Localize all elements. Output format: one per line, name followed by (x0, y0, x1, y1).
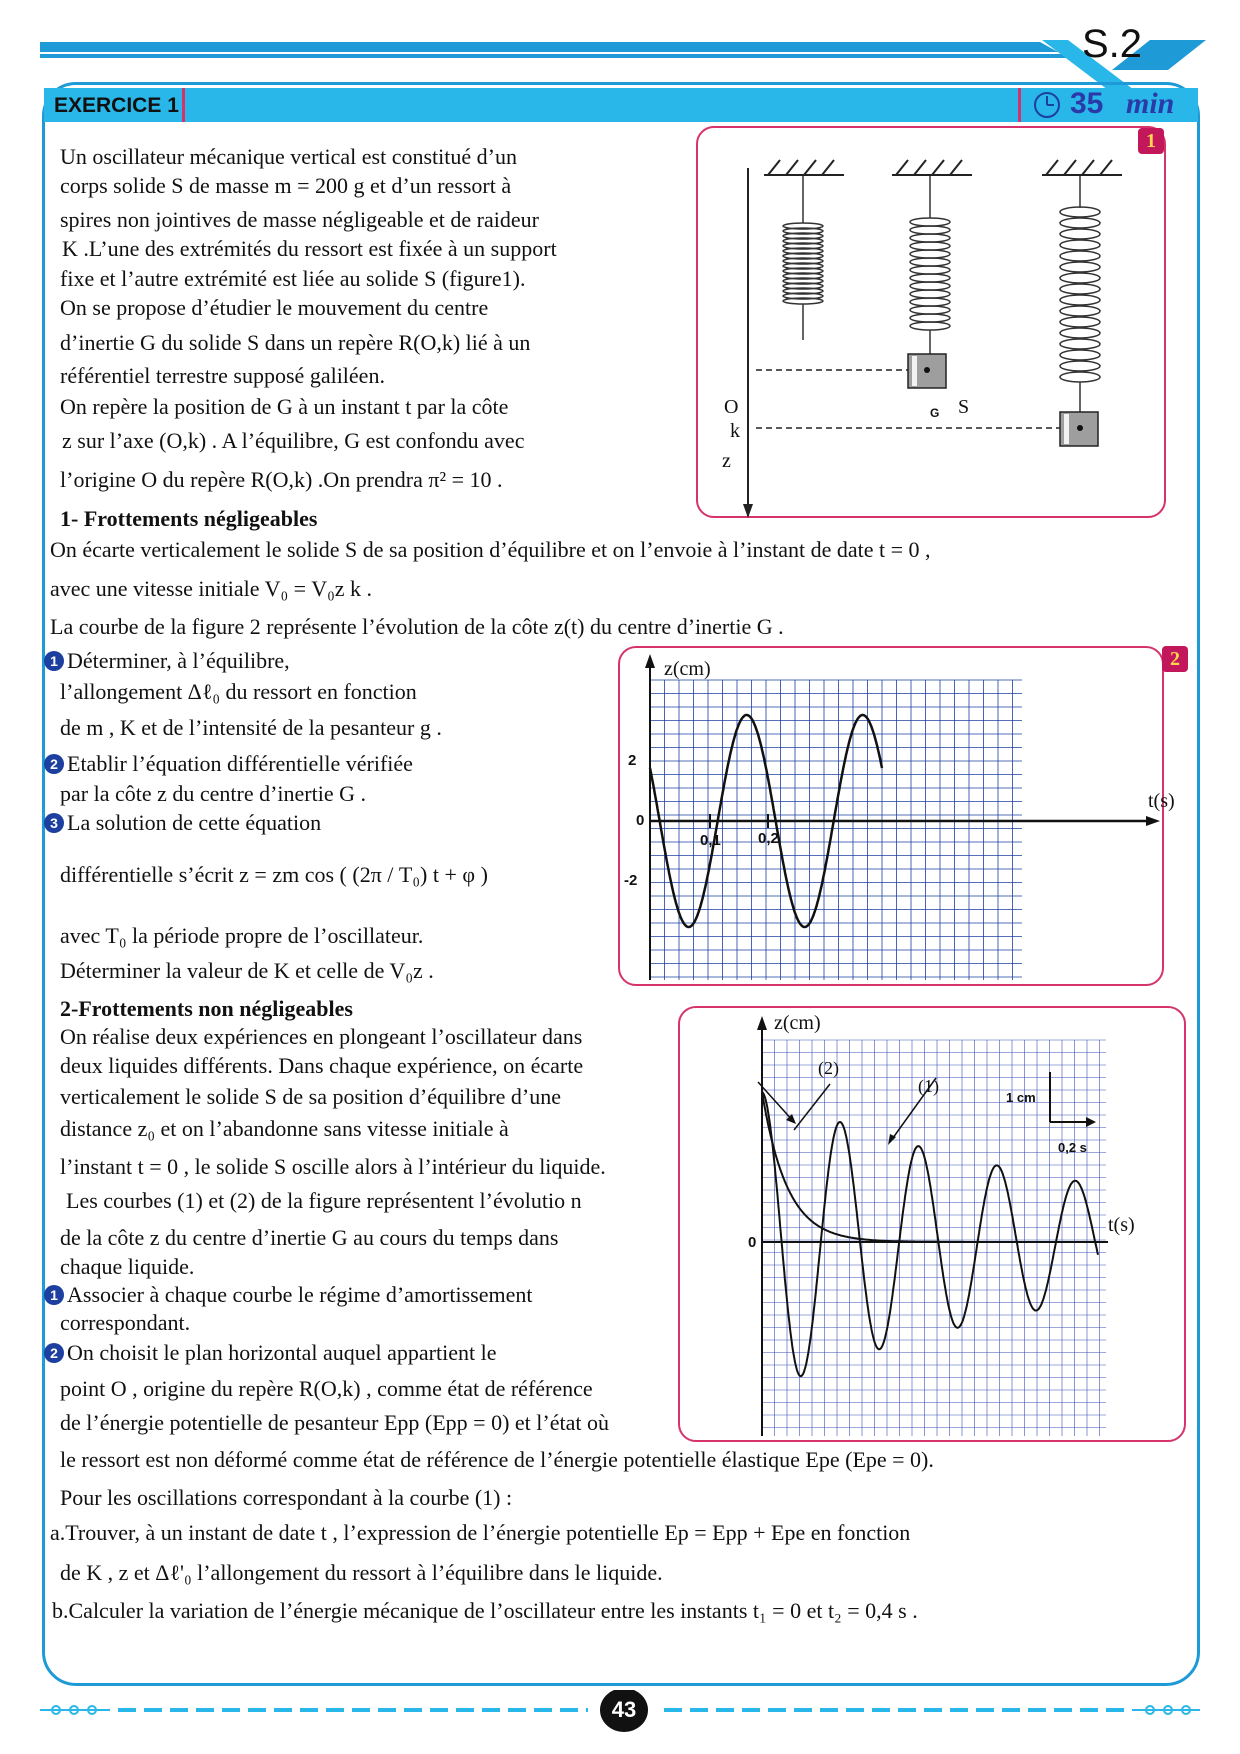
part-2-q2-line: a.Trouver, à un instant de date t , l’expression de l’énergie potentielle Ep = Epp + Epe en fonction (50, 1520, 911, 1545)
figure-1-label-z: z (722, 450, 731, 472)
part-1-title: 1- Frottements négligeables (60, 506, 318, 531)
series-label: S.2 (1082, 22, 1143, 66)
part-2-line: de la côte z du centre d’inertie G au cours du temps dans (60, 1225, 559, 1250)
part-1-q3-line: avec T₀ la période propre de l’oscillateur. (60, 923, 424, 948)
part-2-line: verticalement le solide S de sa position d’équilibre d’une (60, 1084, 561, 1109)
title-divider (182, 88, 185, 122)
part-1-q3-line: Déterminer la valeur de K et celle de V₀z . (60, 958, 434, 983)
question-text: On choisit le plan horizontal auquel appartient le (67, 1340, 497, 1365)
part-2-q2-line: b.Calculer la variation de l’énergie mécanique de l’oscillateur entre les instants t₁ = 0 et t₂ = 0,4 s . (52, 1598, 918, 1623)
figure-2-x-axis-label: t(s) (1148, 790, 1175, 812)
figure-2-badge: 2 (1162, 646, 1188, 672)
figure-1-label-O: O (724, 396, 739, 418)
question-text: Déterminer, à l’équilibre, (67, 648, 290, 673)
figure-1-label-G: G (930, 406, 940, 420)
part-1-line: La courbe de la figure 2 représente l’évolution de la côte z(t) du centre d’inertie G . (50, 614, 784, 639)
part-1-q2-line: par la côte z du centre d’inertie G . (60, 781, 367, 806)
figure-3-x-axis-label: t(s) (1108, 1214, 1135, 1236)
figure-3-scale-y: 1 cm (1006, 1090, 1036, 1105)
intro-line: fixe et l’autre extrémité est liée au solide S (figure1). (60, 266, 526, 291)
part-1-question-1 (44, 648, 290, 674)
exercise-title: EXERCICE 1 (54, 94, 179, 117)
chart-series-1 (762, 1092, 1098, 1376)
question-text: Associer à chaque courbe le régime d’amortissement (67, 1282, 533, 1307)
duration-unit: min (1126, 87, 1175, 120)
figure-3-curve-2-label: (2) (818, 1058, 839, 1078)
figure-1-label-k: k (730, 420, 740, 442)
part-2-q2-line: de K , z et Δℓ'₀ l’allongement du ressort à l’équilibre dans le liquide. (60, 1560, 663, 1585)
question-number: 2 (44, 1343, 64, 1363)
figure-2-xtick: 0,2 (758, 830, 779, 847)
duration-divider (1018, 88, 1021, 122)
part-2-line: Les courbes (1) et (2) de la figure représentent l’évolutio n (66, 1188, 582, 1213)
question-number: 2 (44, 754, 64, 774)
figure-1-badge: 1 (1138, 128, 1164, 154)
part-1-q1-line: l’allongement Δℓ₀ du ressort en fonction (60, 679, 417, 704)
question-number: 1 (44, 651, 64, 671)
part-2-q2-line: Pour les oscillations correspondant à la courbe (1) : (60, 1485, 513, 1510)
part-1-q3-line: différentielle s’écrit z = zm cos ( (2π / T₀) t + φ ) (60, 862, 488, 887)
part-2-q2-line: le ressort est non déformé comme état de référence de l’énergie potentielle élastique Epe (Epe = 0). (60, 1447, 934, 1472)
question-text: La solution de cette équation (67, 810, 322, 835)
part-2-line: chaque liquide. (60, 1254, 195, 1279)
part-1-line: On écarte verticalement le solide S de sa position d’équilibre et on l’envoie à l’instant de date t = 0 , (50, 537, 931, 562)
exercise-header-band (44, 88, 1198, 122)
figure-2-y-axis-label: z(cm) (664, 658, 711, 680)
intro-line: K .L’une des extrémités du ressort est fixée à un support (62, 236, 557, 261)
figure-1-springs (696, 126, 1166, 518)
part-2-line: deux liquides différents. Dans chaque expérience, on écarte (60, 1053, 584, 1078)
chart-series-2 (762, 1092, 1098, 1242)
intro-line: corps solide S de masse m = 200 g et d’un ressort à (60, 173, 512, 198)
duration-value: 35 (1070, 87, 1104, 120)
page-number: 43 (611, 1697, 637, 1722)
figure-3-y-axis-label: z(cm) (774, 1012, 821, 1034)
intro-line: On repère la position de G à un instant t par la côte (60, 394, 509, 419)
clock-icon (1032, 90, 1062, 120)
intro-line: d’inertie G du solide S dans un repère R(O,k) lié à un (60, 330, 531, 355)
figure-3-ytick: 0 (748, 1234, 757, 1251)
part-2-line: distance z₀ et on l’abandonne sans vitesse initiale à (60, 1116, 509, 1141)
figure-1-label-S: S (958, 396, 970, 418)
part-2-q2-line: point O , origine du repère R(O,k) , comme état de référence (60, 1376, 593, 1401)
intro-line: l’origine O du repère R(O,k) .On prendra π² = 10 . (60, 467, 503, 492)
figure-2-xtick: 0,1 (700, 832, 721, 849)
part-2-title: 2-Frottements non négligeables (60, 996, 353, 1021)
part-1-q1-line: de m , K et de l’intensité de la pesanteur g . (60, 715, 442, 740)
question-number: 1 (44, 1285, 64, 1305)
figure-2-ytick: 2 (628, 752, 637, 769)
part-2-line: l’instant t = 0 , le solide S oscille alors à l’intérieur du liquide. (60, 1154, 606, 1179)
intro-line: On se propose d’étudier le mouvement du centre (60, 295, 489, 320)
question-text: Etablir l’équation différentielle vérifiée (67, 751, 413, 776)
figure-2-chart (618, 646, 1178, 986)
figure-3-scale-x: 0,2 s (1058, 1140, 1087, 1155)
figure-2-ytick: -2 (624, 872, 638, 889)
part-1-question-2 (44, 751, 413, 777)
intro-line: référentiel terrestre supposé galiléen. (60, 363, 385, 388)
part-2-question-2 (44, 1340, 496, 1366)
part-2-question-1 (44, 1282, 532, 1308)
part-2-q1-line: correspondant. (60, 1310, 191, 1335)
part-1-question-3 (44, 810, 321, 836)
part-2-line: On réalise deux expériences en plongeant l’oscillateur dans (60, 1024, 583, 1049)
figure-2-ytick: 0 (636, 812, 645, 829)
part-2-q2-line: de l’énergie potentielle de pesanteur Epp (Epp = 0) et l’état où (60, 1410, 609, 1435)
figure-3-curve-1-label: (1) (918, 1076, 939, 1096)
part-1-line: avec une vitesse initiale V₀ = V₀z k . (50, 576, 373, 601)
intro-line: spires non jointives de masse négligeable et de raideur (60, 207, 539, 232)
intro-line: z sur l’axe (O,k) . A l’équilibre, G est confondu avec (62, 428, 525, 453)
question-number: 3 (44, 813, 64, 833)
intro-line: Un oscillateur mécanique vertical est constitué d’un (60, 144, 517, 169)
